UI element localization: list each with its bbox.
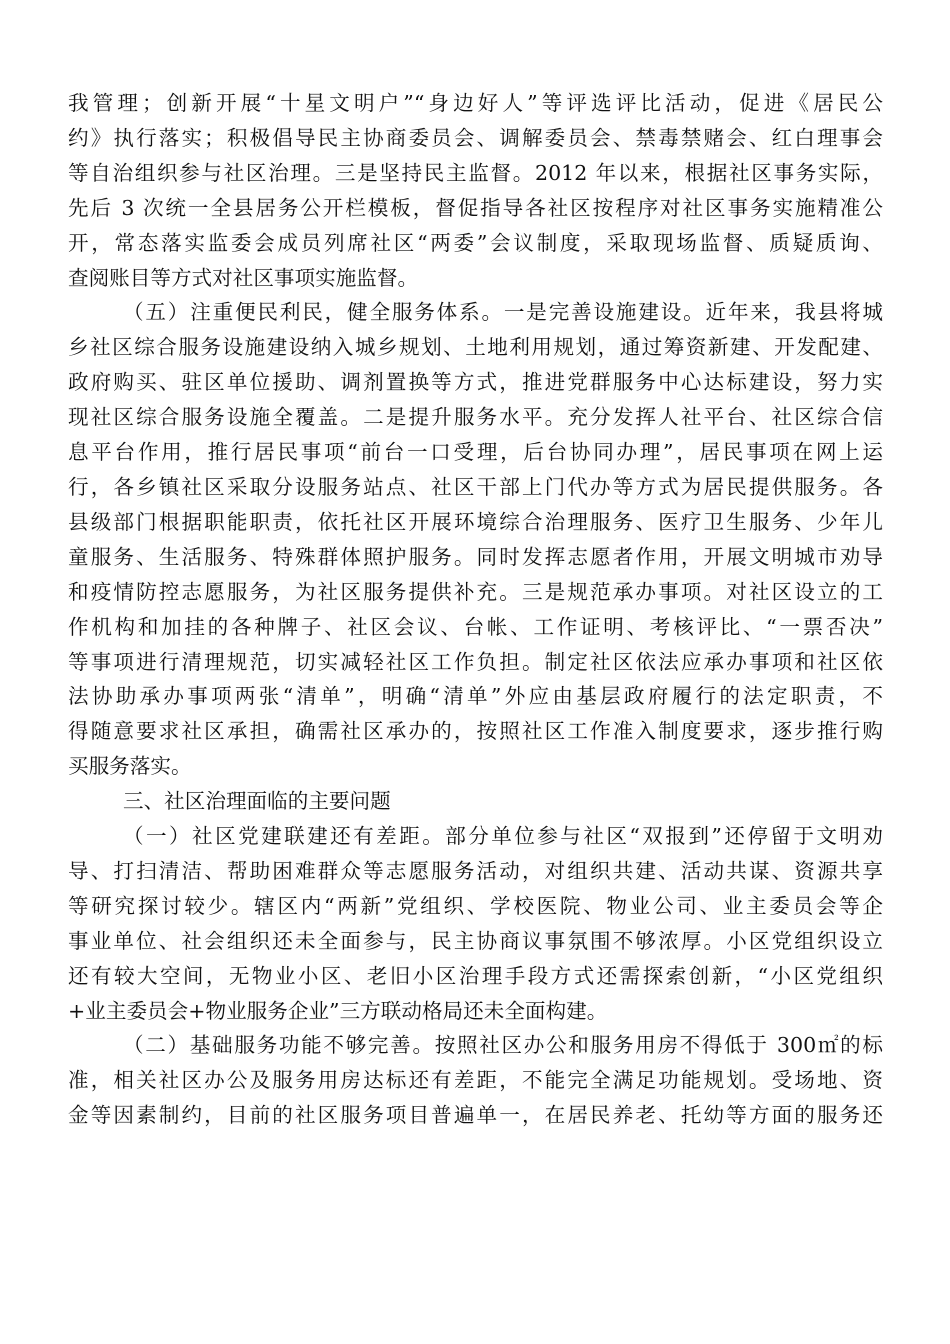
text-line: 我管理；创新开展“十星文明户”“身边好人”等评选评比活动，促进《居民公: [68, 91, 883, 115]
text-line: 政府购买、驻区单位援助、调剂置换等方式，推进党群服务中心达标建设，努力实: [68, 370, 883, 395]
paragraph-two: [68, 1028, 883, 1133]
text-line: 息平台作用，推行居民事项“前台一口受理，后台协同办理”，居民事项在网上运: [68, 440, 883, 465]
text-line: 先后 3 次统一全县居务公开栏模板，督促指导各社区按程序对社区事务实施精准公: [68, 195, 883, 220]
text-line: 还有较大空间，无物业小区、老旧小区治理手段方式还需探索创新，“小区党组织: [68, 963, 883, 988]
text-line: +业主委员会+物业服务企业”三方联动格局还未全面构建。: [68, 998, 608, 1023]
paragraph-five: [68, 295, 883, 784]
section-heading: [68, 784, 883, 819]
text-line: 开，常态落实监委会成员列席社区“两委”会议制度，采取现场监督、质疑质询、: [68, 230, 883, 255]
text-line: （五）注重便民利民，健全服务体系。一是完善设施建设。近年来，我县将城: [123, 300, 883, 325]
text-line: 行，各乡镇社区采取分设服务站点、社区干部上门代办等方式为居民提供服务。各: [68, 474, 883, 499]
text-line: 法协助承办事项两张“清单”，明确“清单”外应由基层政府履行的法定职责，不: [68, 684, 883, 709]
text-line: 现社区综合服务设施全覆盖。二是提升服务水平。充分发挥人社平台、社区综合信: [68, 405, 883, 430]
text-line: 事业单位、社会组织还未全面参与，民主协商议事氛围不够浓厚。小区党组织设立: [68, 928, 883, 953]
text-line: 县级部门根据职能职责，依托社区开展环境综合治理服务、医疗卫生服务、少年儿: [68, 509, 883, 534]
text-line: 导、打扫清洁、帮助困难群众等志愿服务活动，对组织共建、活动共谋、资源共享: [68, 858, 883, 883]
paragraph-continued: [68, 86, 883, 295]
text-line: 等自治组织参与社区治理。三是坚持民主监督。2012 年以来，根据社区事务实际，: [68, 160, 883, 185]
paragraph-one: [68, 819, 883, 1028]
text-line: 作机构和加挂的各种牌子、社区会议、台帐、工作证明、考核评比、“一票否决”: [68, 614, 883, 639]
text-line: 约》执行落实；积极倡导民主协商委员会、调解委员会、禁毒禁赌会、红白理事会: [68, 125, 883, 150]
text-line: （一）社区党建联建还有差距。部分单位参与社区“双报到”还停留于文明劝: [123, 824, 883, 849]
text-line: （二）基础服务功能不够完善。按照社区办公和服务用房不得低于 300㎡的标: [123, 1033, 883, 1058]
text-line: 准，相关社区办公及服务用房达标还有差距，不能完全满足功能规划。受场地、资: [68, 1068, 883, 1093]
text-line: 买服务落实。: [68, 754, 192, 779]
text-line: 金等因素制约，目前的社区服务项目普遍单一，在居民养老、托幼等方面的服务还: [68, 1103, 883, 1128]
text-line: 童服务、生活服务、特殊群体照护服务。同时发挥志愿者作用，开展文明城市劝导: [68, 544, 883, 569]
text-line: 和疫情防控志愿服务，为社区服务提供补充。三是规范承办事项。对社区设立的工: [68, 579, 883, 604]
text-line: 等研究探讨较少。辖区内“两新”党组织、学校医院、物业公司、业主委员会等企: [68, 893, 883, 918]
text-line: 查阅账目等方式对社区事项实施监督。: [68, 265, 419, 290]
heading-text: 三、社区治理面临的主要问题: [123, 789, 391, 814]
text-line: 等事项进行清理规范，切实减轻社区工作负担。制定社区依法应承办事项和社区依: [68, 649, 883, 674]
text-line: 得随意要求社区承担，确需社区承办的，按照社区工作准入制度要求，逐步推行购: [68, 719, 883, 744]
text-line: 乡社区综合服务设施建设纳入城乡规划、土地利用规划，通过筹资新建、开发配建、: [68, 335, 883, 360]
